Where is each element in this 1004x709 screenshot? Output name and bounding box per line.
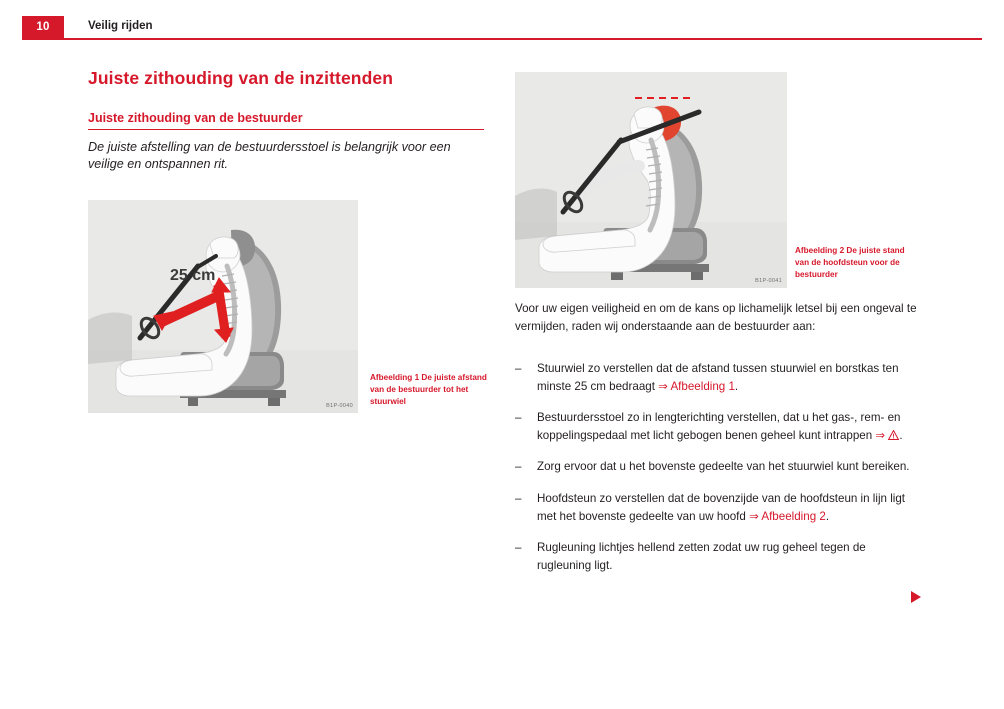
cross-reference-figure-1[interactable]: ⇒ Afbeelding 1 (658, 379, 735, 393)
list-item-body: Stuurwiel zo verstellen dat de afstand tussen stuurwiel en borstkas ten minste 25 cm bedraagt (537, 362, 899, 393)
list-item-tail: . (734, 379, 739, 393)
figure-2-code: B1P-0041 (755, 278, 782, 284)
recommendation-list (515, 360, 919, 588)
list-item-tail: . (899, 428, 903, 442)
header-divider (22, 38, 982, 40)
list-bullet-dash: – (515, 541, 522, 555)
cross-reference-arrow: ⇒ (875, 428, 886, 442)
list-item-body: Hoofdsteun zo verstellen dat de bovenzijde van de hoofdsteun in lijn ligt met het bovenste gedeelte van uw hoofd (537, 492, 906, 523)
list-item (515, 360, 919, 395)
list-item-text (537, 490, 919, 525)
warning-triangle-icon (888, 430, 899, 440)
list-item (515, 539, 919, 574)
page-number: 10 (22, 16, 64, 38)
list-item (515, 490, 919, 525)
list-item-body: Bestuurdersstoel zo in lengterichting verstellen, dat u het gas-, rem- en koppelingspedaal met licht gebogen benen geheel kunt intrappen (537, 411, 901, 442)
section-intro: De juiste afstelling van de bestuurdersstoel is belangrijk voor een veilige en ontspannen rit. (88, 140, 451, 172)
figure-2-illustration (515, 72, 787, 288)
right-column-intro: Voor uw eigen veiligheid en om de kans op lichamelijk letsel bij een ongeval te vermijden, raden wij onderstaande aan de bestuurder aan: (515, 302, 917, 333)
figure-1-code: B1P-0040 (326, 403, 353, 409)
svg-text:25 cm: 25 cm (170, 267, 216, 284)
figure-headrest-position (515, 72, 787, 288)
page-header (0, 0, 1004, 40)
list-item-text (537, 409, 919, 444)
figure-driver-steering-distance (88, 200, 358, 413)
list-bullet-dash: – (515, 411, 522, 425)
figure-1-illustration (88, 200, 358, 413)
list-item-text (537, 360, 919, 395)
list-item (515, 409, 919, 444)
left-column (88, 68, 486, 174)
list-bullet-dash: – (515, 460, 522, 474)
list-item-text: Rugleuning lichtjes hellend zetten zodat uw rug geheel tegen de rugleuning ligt. (537, 541, 866, 572)
list-item-text: Zorg ervoor dat u het bovenste gedeelte van het stuurwiel kunt bereiken. (537, 460, 910, 474)
section-title: Juiste zithouding van de bestuurder (88, 111, 303, 125)
list-item-tail: . (825, 509, 830, 523)
chapter-title: Veilig rijden (88, 20, 153, 32)
figure-2-caption: Afbeelding 2 De juiste stand van de hoofdsteun voor de bestuurder (795, 246, 905, 279)
figure-1-caption: Afbeelding 1 De juiste afstand van de bestuurder tot het stuurwiel (370, 373, 487, 406)
page-title: Juiste zithouding van de inzittenden (88, 68, 393, 88)
section-divider (88, 129, 484, 130)
cross-reference-figure-2[interactable]: ⇒ Afbeelding 2 (749, 509, 826, 523)
list-bullet-dash: – (515, 362, 522, 375)
list-bullet-dash: – (515, 492, 522, 506)
continue-arrow-icon (911, 591, 921, 603)
list-item (515, 458, 919, 476)
